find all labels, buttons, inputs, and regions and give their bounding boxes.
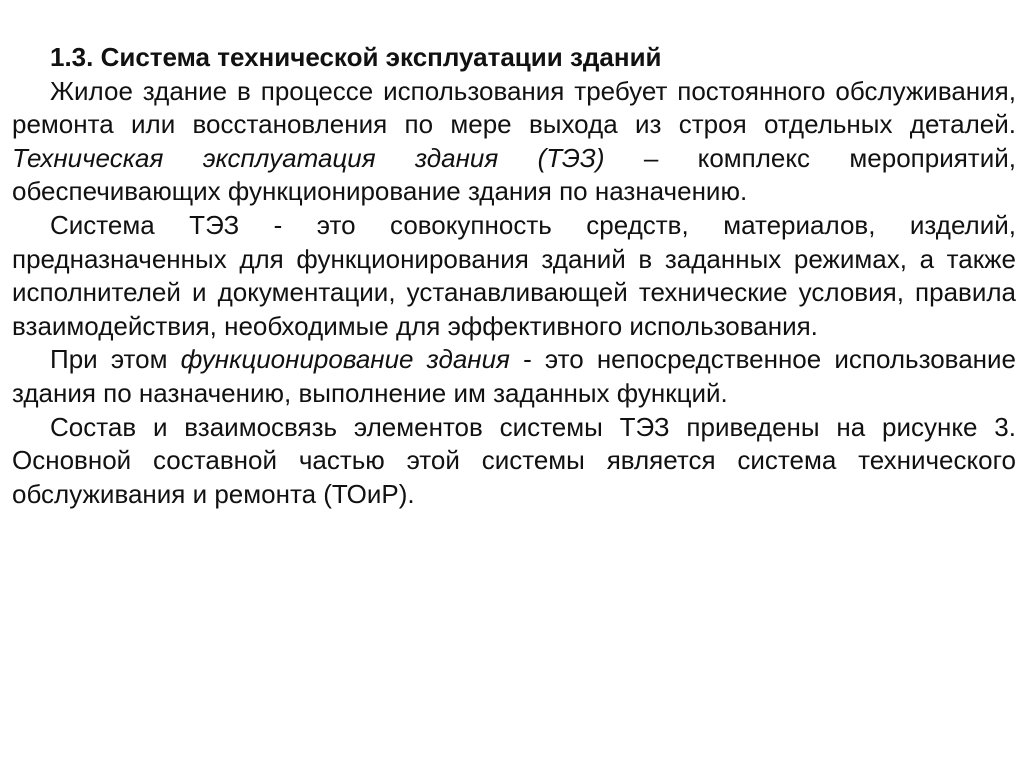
document-body — [12, 41, 1016, 511]
paragraph-composition: Состав и взаимосвязь элементов системы ТЭЗ приведены на рисунке 3. Основной составной частью этой системы является система технического обслуживания и ремонта (ТОиР). — [12, 411, 1016, 509]
italic-term-functioning: функционирование здания — [180, 344, 510, 375]
paragraph-tez-system: Система ТЭЗ - это совокупность средств, материалов, изделий, предназначенных для функционирования зданий в заданных режимах, а также исполнителей и документации, устанавливающей технические условия, правила взаимодействия, необходимые для эффективного использования. — [12, 209, 1016, 341]
section-heading: 1.3. Система технической эксплуатации зданий — [50, 42, 662, 72]
paragraph-text: Жилое здание в процессе использования требует постоянного обслуживания, ремонта или восстановления по мере выхода из строя отдельных деталей. — [12, 75, 1016, 140]
paragraph-text: – комплекс мероприятий, обеспечивающих функционирование здания по назначению. — [12, 142, 1016, 207]
paragraph-text: - это непосредственное использование здания по назначению, выполнение им заданных функций. — [12, 344, 1016, 408]
paragraph-text: При этом — [50, 344, 181, 375]
paragraph-tez-definition — [12, 75, 1016, 209]
italic-term-tez: Техническая эксплуатация здания (ТЭЗ) — [12, 142, 605, 173]
paragraph-functioning — [12, 343, 1016, 410]
